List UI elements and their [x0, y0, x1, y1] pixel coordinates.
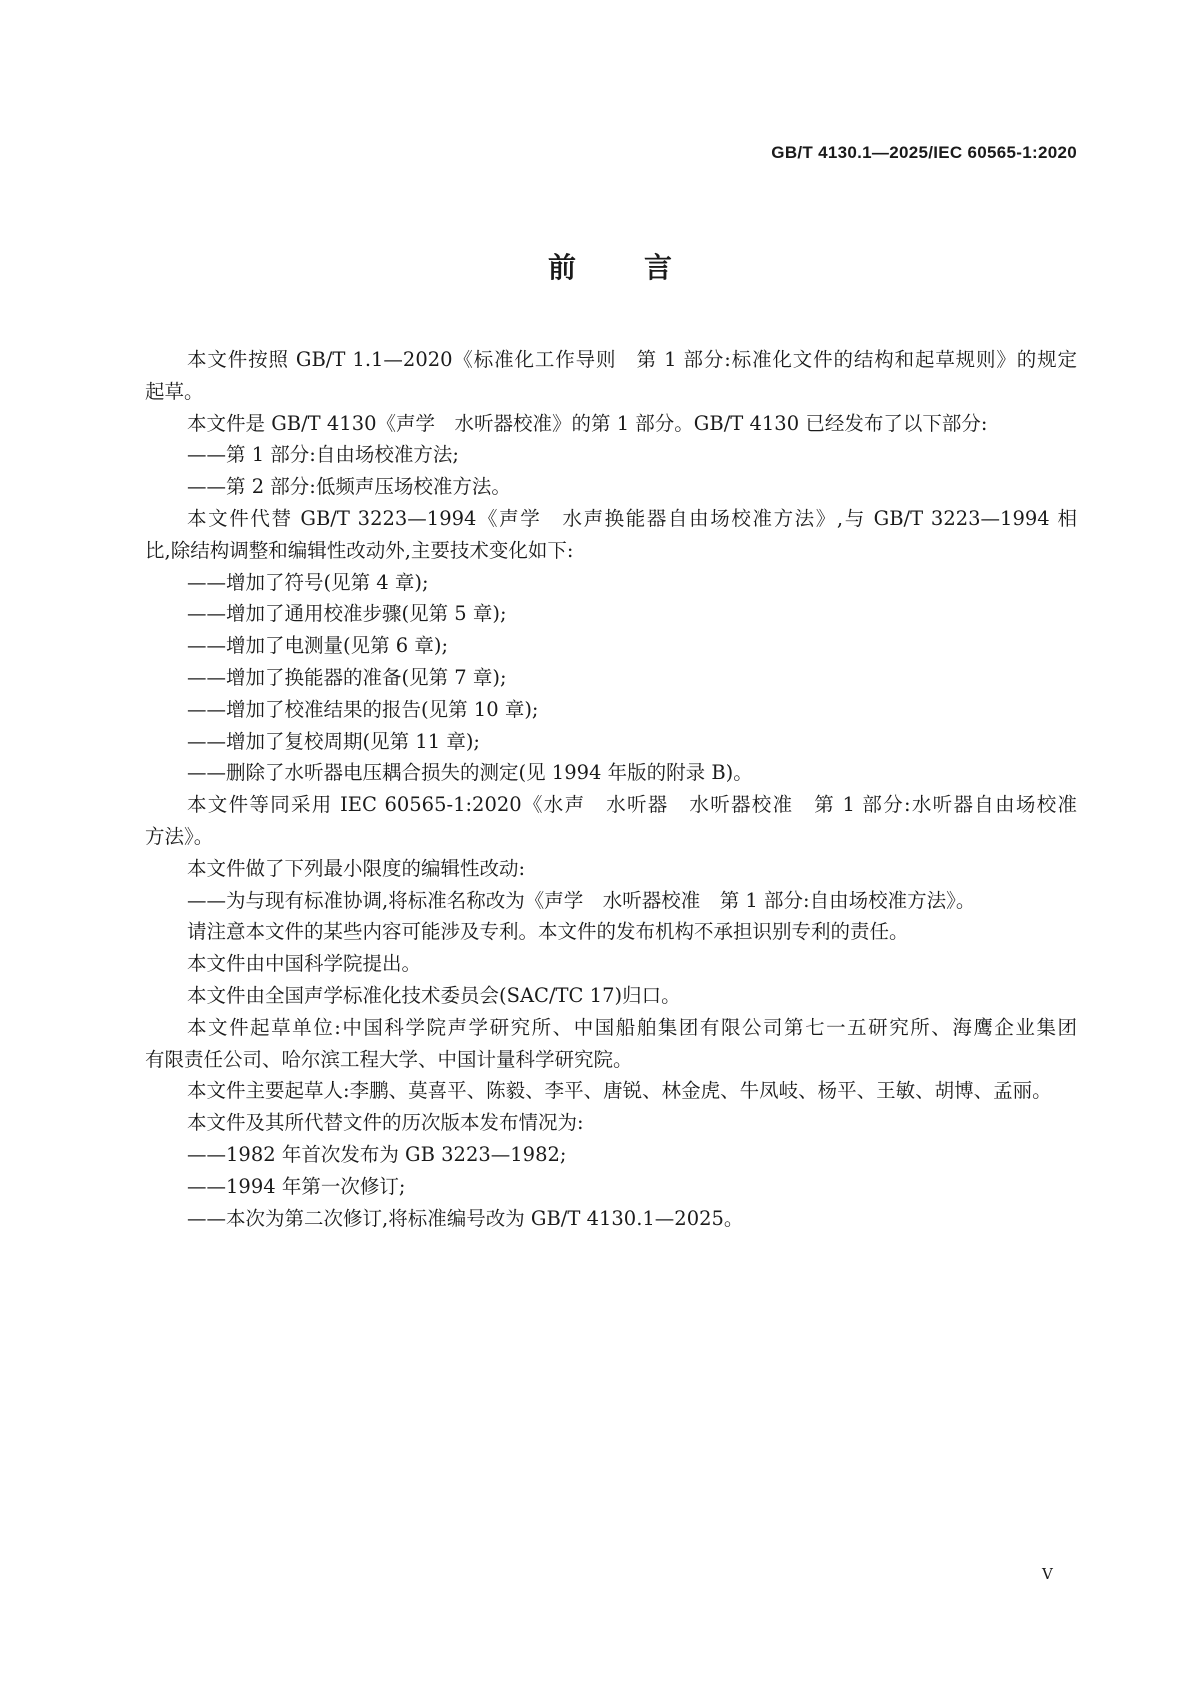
text-line: 本文件做了下列最小限度的编辑性改动:: [187, 856, 526, 880]
text-line: ——增加了通用校准步骤(见第 5 章);: [187, 602, 507, 626]
text-line: ——增加了校准结果的报告(见第 10 章);: [187, 697, 539, 721]
text-line: 本文件起草单位:中国科学院声学研究所、中国船舶集团有限公司第七一五研究所、海鹰企业集团: [187, 1015, 1077, 1039]
title-char-2: 言: [644, 251, 673, 284]
text-line: ——第 1 部分:自由场校准方法;: [187, 443, 459, 467]
text-line: 有限责任公司、哈尔滨工程大学、中国计量科学研究院。: [145, 1047, 633, 1071]
text-line: 方法》。: [145, 824, 214, 848]
title-char-1: 前: [548, 251, 577, 284]
text-line: ——第 2 部分:低频声压场校准方法。: [187, 475, 511, 499]
text-line: ——增加了电测量(见第 6 章);: [187, 634, 449, 658]
text-line: ——为与现有标准协调,将标准名称改为《声学 水听器校准 第 1 部分:自由场校准方法》。: [187, 888, 976, 912]
text-line: 本文件代替 GB/T 3223—1994《声学 水声换能器自由场校准方法》,与 GB/T 3223—1994 相: [187, 506, 1077, 530]
text-line: 本文件主要起草人:李鹏、莫喜平、陈毅、李平、唐锐、林金虎、牛凤岐、杨平、王敏、胡博、孟丽。: [187, 1079, 1052, 1103]
text-line: ——1994 年第一次修订;: [187, 1174, 406, 1198]
text-line: 本文件按照 GB/T 1.1—2020《标准化工作导则 第 1 部分:标准化文件的结构和起草规则》的规定: [187, 348, 1077, 371]
text-line: 请注意本文件的某些内容可能涉及专利。本文件的发布机构不承担识别专利的责任。: [187, 920, 909, 944]
text-line: ——增加了复校周期(见第 11 章);: [187, 729, 480, 753]
page-number: V: [1042, 1565, 1053, 1583]
text-line: 起草。: [145, 379, 204, 403]
text-line: 本文件是 GB/T 4130《声学 水听器校准》的第 1 部分。GB/T 4130 已经发布了以下部分:: [187, 411, 988, 435]
text-line: ——增加了符号(见第 4 章);: [187, 570, 429, 594]
text-line: ——本次为第二次修订,将标准编号改为 GB/T 4130.1—2025。: [187, 1206, 744, 1230]
text-line: 比,除结构调整和编辑性改动外,主要技术变化如下:: [145, 538, 574, 562]
text-line: 本文件等同采用 IEC 60565-1:2020《水声 水听器 水听器校准 第 1 部分:水听器自由场校准: [187, 793, 1077, 817]
text-line: 本文件由全国声学标准化技术委员会(SAC/TC 17)归口。: [187, 983, 681, 1007]
text-line: 本文件及其所代替文件的历次版本发布情况为:: [187, 1111, 584, 1135]
text-line: ——删除了水听器电压耦合损失的测定(见 1994 年版的附录 B)。: [187, 761, 753, 785]
document-code-header: GB/T 4130.1—2025/IEC 60565-1:2020: [771, 143, 1077, 162]
text-line: ——1982 年首次发布为 GB 3223—1982;: [187, 1142, 567, 1166]
text-line: ——增加了换能器的准备(见第 7 章);: [187, 665, 507, 689]
foreword-body: [145, 344, 1077, 1234]
text-line: 本文件由中国科学院提出。: [187, 952, 422, 976]
